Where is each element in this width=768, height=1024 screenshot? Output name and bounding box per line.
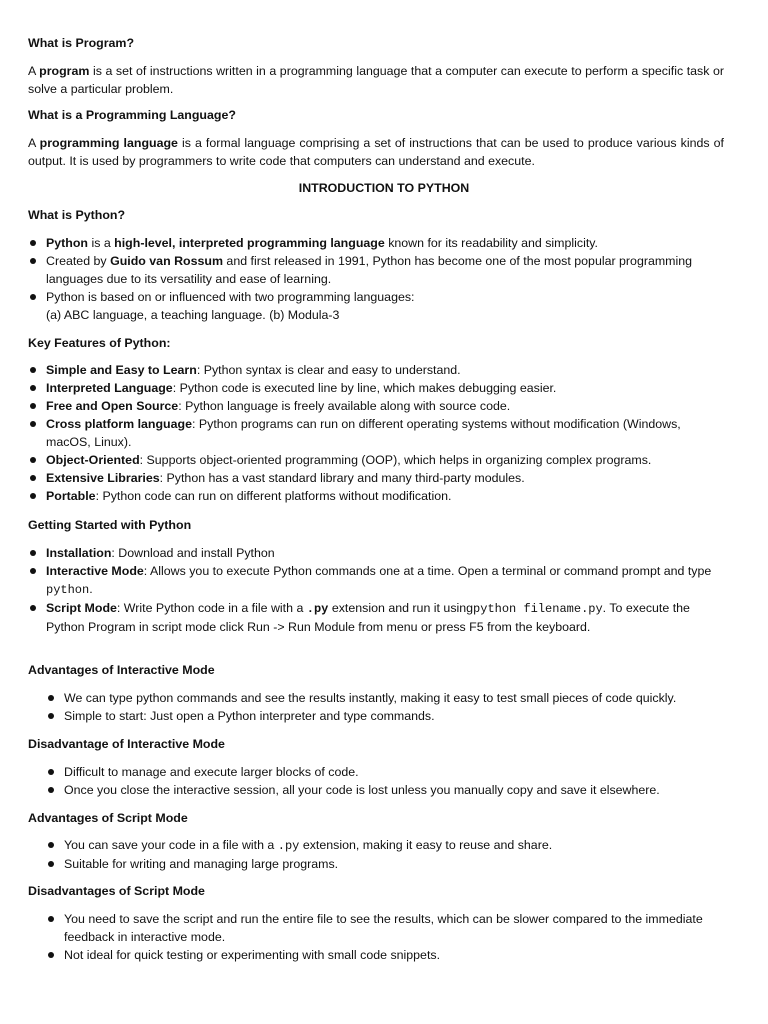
section-title: INTRODUCTION TO PYTHON (298, 181, 470, 195)
heading-what-is-programming-language: What is a Programming Language? (28, 108, 236, 122)
text: : Python code is executed line by line, which makes debugging easier. (172, 381, 557, 395)
bold-term: high-level, interpreted programming language (114, 236, 385, 250)
text: Python is based on or influenced with two programming languages: (46, 290, 415, 304)
list-item (28, 252, 724, 288)
text: . To execute the Python Program in script mode click Run -> Run Module from menu or press F5 from the keyboard. (46, 601, 690, 634)
list-item (28, 469, 724, 487)
heading-advantages-script: Advantages of Script Mode (28, 811, 188, 825)
paragraph-program-definition (28, 62, 724, 98)
bold-term: programming language (39, 136, 178, 150)
bold-term: Simple and Easy to Learn (46, 363, 197, 377)
bold-term: Free and Open Source (46, 399, 179, 413)
text: is a formal language comprising a set of instructions that can be used to produce various kinds of output. It is used by programmers to write code that computers can understand and execute. (28, 136, 724, 168)
text: is a set of instructions written in a programming language that a computer can execute to perform a specific task or solve a particular problem. (28, 64, 724, 96)
text: : Python has a vast standard library and many third-party modules. (159, 471, 525, 485)
list-item (28, 361, 724, 379)
bold-term: Guido van Rossum (110, 254, 223, 268)
list-item (46, 836, 724, 855)
heading-disadvantages-script: Disadvantages of Script Mode (28, 884, 205, 898)
bold-term: Portable (46, 489, 96, 503)
list-item: Once you close the interactive session, all your code is lost unless you manually copy and save it elsewhere. (46, 781, 724, 799)
list-item: Suitable for writing and managing large programs. (46, 855, 724, 873)
key-features-list (28, 361, 724, 505)
text: : Download and install Python (111, 546, 275, 560)
text: You can save your code in a file with a (64, 838, 278, 852)
list-item: We can type python commands and see the results instantly, making it easy to test small pieces of code quickly. (46, 689, 724, 707)
bold-term: Interactive Mode (46, 564, 144, 578)
list-item (28, 415, 724, 451)
text: Created by (46, 254, 111, 268)
advantages-interactive-list (46, 689, 724, 725)
bold-term: Extensive Libraries (46, 471, 160, 485)
list-item: Difficult to manage and execute larger blocks of code. (46, 763, 724, 781)
paragraph-programming-language-definition (28, 134, 724, 170)
list-item (28, 562, 724, 599)
advantages-script-list (46, 836, 724, 873)
list-item (28, 599, 724, 636)
heading-advantages-interactive: Advantages of Interactive Mode (28, 663, 215, 677)
heading-what-is-program: What is Program? (28, 36, 135, 50)
sub-text: (a) ABC language, a teaching language. (b) Modula-3 (46, 308, 340, 322)
list-item (28, 544, 724, 562)
list-item (28, 451, 724, 469)
text: extension, making it easy to reuse and share. (299, 838, 553, 852)
text: : Python syntax is clear and easy to understand. (196, 363, 461, 377)
getting-started-list (28, 544, 724, 636)
text: : Allows you to execute Python commands one at a time. Open a terminal or command prompt and type (143, 564, 712, 578)
heading-disadvantage-interactive: Disadvantage of Interactive Mode (28, 737, 225, 751)
list-item (28, 487, 724, 505)
heading-key-features: Key Features of Python: (28, 336, 171, 350)
text: : Write Python code in a file with a (116, 601, 307, 615)
text: extension and run it using (328, 601, 474, 615)
bold-term: Python (46, 236, 88, 250)
list-item (28, 379, 724, 397)
list-item (28, 234, 724, 252)
bold-term: Script Mode (46, 601, 117, 615)
bold-term: Interpreted Language (46, 381, 173, 395)
text: : Python code can run on different platforms without modification. (95, 489, 452, 503)
text: A (28, 64, 40, 78)
list-item (28, 397, 724, 415)
heading-getting-started: Getting Started with Python (28, 518, 192, 532)
text: . (89, 582, 93, 596)
bold-term: program (39, 64, 90, 78)
text: known for its readability and simplicity. (384, 236, 598, 250)
inline-code: python filename.py (473, 602, 603, 616)
bold-term: Cross platform language (46, 417, 192, 431)
bold-term: Installation (46, 546, 112, 560)
bold-term: Object-Oriented (46, 453, 140, 467)
disadvantage-interactive-list (46, 763, 724, 799)
list-item: Simple to start: Just open a Python interpreter and type commands. (46, 707, 724, 725)
text: and first released in 1991, Python has become one of the most popular programming languages due to its versatility and ease of learning. (46, 254, 693, 286)
text: : Python language is freely available along with source code. (178, 399, 511, 413)
text: : Python programs can run on different operating systems without modification (Windows, macOS, Linux). (46, 417, 681, 449)
disadvantages-script-list (46, 910, 724, 964)
inline-code: .py (277, 839, 300, 853)
list-item (28, 288, 724, 324)
text: is a (88, 236, 115, 250)
list-item: Not ideal for quick testing or experimenting with small code snippets. (46, 946, 724, 964)
inline-code: .py (306, 602, 329, 616)
heading-what-is-python: What is Python? (28, 208, 126, 222)
inline-code: python (46, 583, 90, 597)
python-overview-list (28, 234, 724, 324)
text: : Supports object-oriented programming (OOP), which helps in organizing complex programs. (139, 453, 652, 467)
text: A (28, 136, 40, 150)
list-item: You need to save the script and run the entire file to see the results, which can be slower compared to the immediate feedback in interactive mode. (46, 910, 724, 946)
